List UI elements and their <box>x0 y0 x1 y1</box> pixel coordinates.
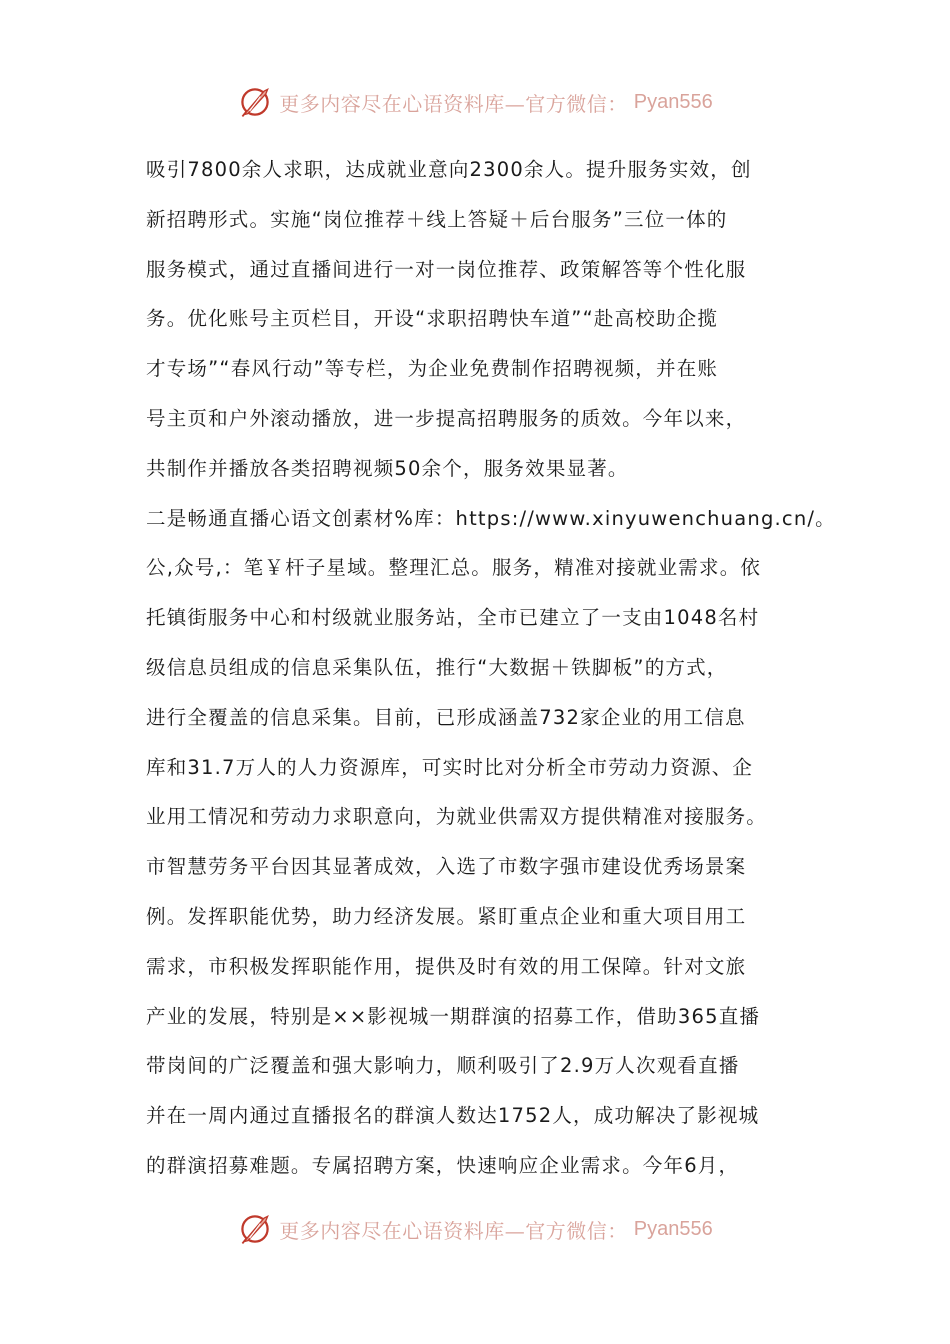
footer-banner <box>0 1209 950 1249</box>
body-line-13: 库和31.7万人的人力资源库，可实时比对分析全市劳动力资源、企 <box>146 755 754 779</box>
body-line-12: 进行全覆盖的信息采集。目前，已形成涵盖732家企业的用工信息 <box>146 705 746 729</box>
body-line-8: 二是畅通直播心语文创素材%库：https://www.xinyuwenchuang.cn/。 <box>146 506 836 530</box>
body-line-6: 号主页和户外滚动播放，进一步提高招聘服务的质效。今年以来， <box>146 406 747 430</box>
body-line-14: 业用工情况和劳动力求职意向，为就业供需双方提供精准对接服务。 <box>146 805 768 829</box>
body-line-17: 需求，市积极发挥职能作用，提供及时有效的用工保障。针对文旅 <box>146 954 747 978</box>
body-line-5: 才专场”“春风行动”等专栏，为企业免费制作招聘视频，并在账 <box>146 357 719 381</box>
header-wechat-id: Pyan556 <box>633 90 713 113</box>
body-line-1: 吸引7800余人求职，达成就业意向2300余人。提升服务实效，创 <box>146 158 752 181</box>
header-banner-text: 更多内容尽在心语资料库—官方微信： <box>279 91 628 116</box>
body-line-16: 例。发挥职能优势，助力经济发展。紧盯重点企业和重大项目用工 <box>146 904 747 928</box>
body-line-4: 务。优化账号主页栏目，开设“求职招聘快车道”“赴高校助企揽 <box>146 307 719 331</box>
body-line-19: 带岗间的广泛覆盖和强大影响力，顺利吸引了2.9万人次观看直播 <box>146 1054 740 1078</box>
body-line-9: 公,众号,：笔￥杆子星域。整理汇总。服务，精准对接就业需求。依 <box>146 556 762 580</box>
quill-logo-icon <box>237 1211 273 1247</box>
body-line-20: 并在一周内通过直播报名的群演人数达1752人，成功解决了影视城 <box>146 1104 760 1128</box>
footer-wechat-id: Pyan556 <box>633 1217 713 1240</box>
body-line-15: 市智慧劳务平台因其显著成效，入选了市数字强市建设优秀场景案 <box>146 855 747 879</box>
body-line-3: 服务模式，通过直播间进行一对一岗位推荐、政策解答等个性化服 <box>146 257 747 281</box>
document-body <box>146 145 836 1191</box>
footer-banner-text: 更多内容尽在心语资料库—官方微信： <box>279 1218 628 1243</box>
body-line-18: 产业的发展，特别是××影视城一期群演的招募工作，借助365直播 <box>146 1004 761 1028</box>
quill-logo-icon <box>237 84 273 120</box>
header-banner <box>0 82 950 122</box>
body-line-2: 新招聘形式。实施“岗位推荐＋线上答疑＋后台服务”三位一体的 <box>146 207 728 231</box>
body-line-10: 托镇街服务中心和村级就业服务站，全市已建立了一支由1048名村 <box>146 606 760 630</box>
body-line-7: 共制作并播放各类招聘视频50余个，服务效果显著。 <box>146 456 629 480</box>
body-line-11: 级信息员组成的信息采集队伍，推行“大数据＋铁脚板”的方式， <box>146 655 728 679</box>
body-line-21: 的群演招募难题。专属招聘方案，快速响应企业需求。今年6月， <box>146 1153 740 1177</box>
